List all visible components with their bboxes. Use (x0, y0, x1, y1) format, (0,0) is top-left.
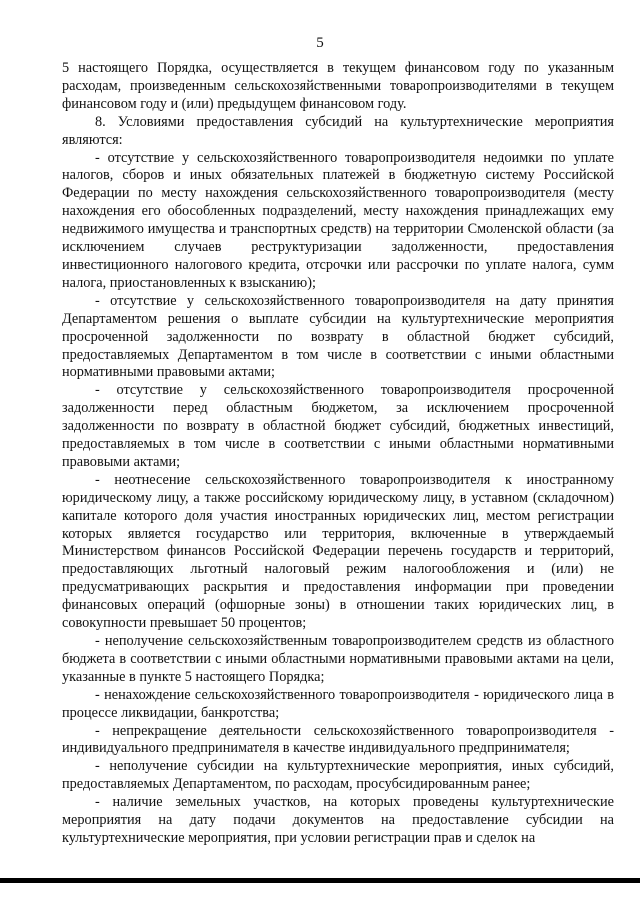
paragraph-no-budget-debt: - отсутствие у сельскохозяйственного товаропроизводителя просроченной задолженности перед областным бюджетом, за исключением просроченной задолженности по возврату в областной бюджет субсидий, бюджетных инвестиций, предоставляемых в том числе в соответствии с иными областными нормативными правовыми актами; (62, 382, 614, 470)
paragraph-no-subsidy-debt: - отсутствие у сельскохозяйственного товаропроизводителя на дату принятия Департаментом решения о выплате субсидии на культуртехнические мероприятия просроченной задолженности по возврату в областной бюджет субсидий, предоставляемых Департаментом в том числе в соответствии с иными областными нормативными правовыми актами; (62, 292, 614, 381)
paragraph-continuation: 5 настоящего Порядка, осуществляется в текущем финансовом году по указанным расходам, произведенным сельскохозяйственными товаропроизводителями в текущем финансовом году и (или) предыдущем финансовом году. (62, 60, 614, 112)
paragraph-no-double-subsidy: - неполучение субсидии на культуртехнические мероприятия, иных субсидий, предоставляемых Департаментом, по расходам, просубсидированным ранее; (62, 758, 614, 793)
bottom-border (0, 878, 640, 883)
paragraph-no-other-funds: - неполучение сельскохозяйственным товаропроизводителем средств из областного бюджета в соответствии с иными областными нормативными правовыми актами на цели, указанные в пункте 5 настоящего Порядка; (62, 633, 614, 685)
paragraph-no-tax-arrears: - отсутствие у сельскохозяйственного товаропроизводителя недоимки по уплате налогов, сборов и иных обязательных платежей в бюджетную систему Российской Федерации по месту нахождения сельскохозяйственного товаропроизводителя (месту нахождения его обособленных подразделений, месту нахождения принадлежащих ему недвижимого имущества и транспортных средств) на территории Смоленской области (за исключением случаев реструктуризации задолженности, предоставления инвестиционного налогового кредита, отсрочки или рассрочки по уплате налога, сумм налога, приостановленных к взысканию); (62, 149, 614, 291)
page-number: 5 (316, 35, 324, 51)
paragraph-clause-8: 8. Условиями предоставления субсидий на культуртехнические мероприятия являются: (62, 113, 614, 148)
paragraph-not-foreign-entity: - неотнесение сельскохозяйственного товаропроизводителя к иностранному юридическому лицу, а также российскому юридическому лицу, в уставном (складочном) капитале которого доля участия иностранных юридических лиц, местом регистрации которых является государство или территория, включенные в утверждаемый Министерством финансов Российской Федерации перечень государств и территорий, предоставляющих льготный налоговый режим налогообложения и (или) не предусматривающих раскрытия и предоставления информации при проведении финансовых операций (офшорные зоны) в отношении таких юридических лиц, в совокупности превышает 50 процентов; (62, 471, 614, 632)
paragraph-not-in-liquidation: - ненахождение сельскохозяйственного товаропроизводителя - юридического лица в процессе ликвидации, банкротства; (62, 686, 614, 721)
paragraph-land-plots: - наличие земельных участков, на которых проведены культуртехнические мероприятия на дату подачи документов на предоставление субсидии на культуртехнические мероприятия, при условии регистрации прав и сделок на (62, 794, 614, 846)
paragraph-entrepreneur-active: - непрекращение деятельности сельскохозяйственного товаропроизводителя - индивидуального предпринимателя в качестве индивидуального предпринимателя; (62, 722, 614, 757)
document-body (62, 60, 614, 848)
